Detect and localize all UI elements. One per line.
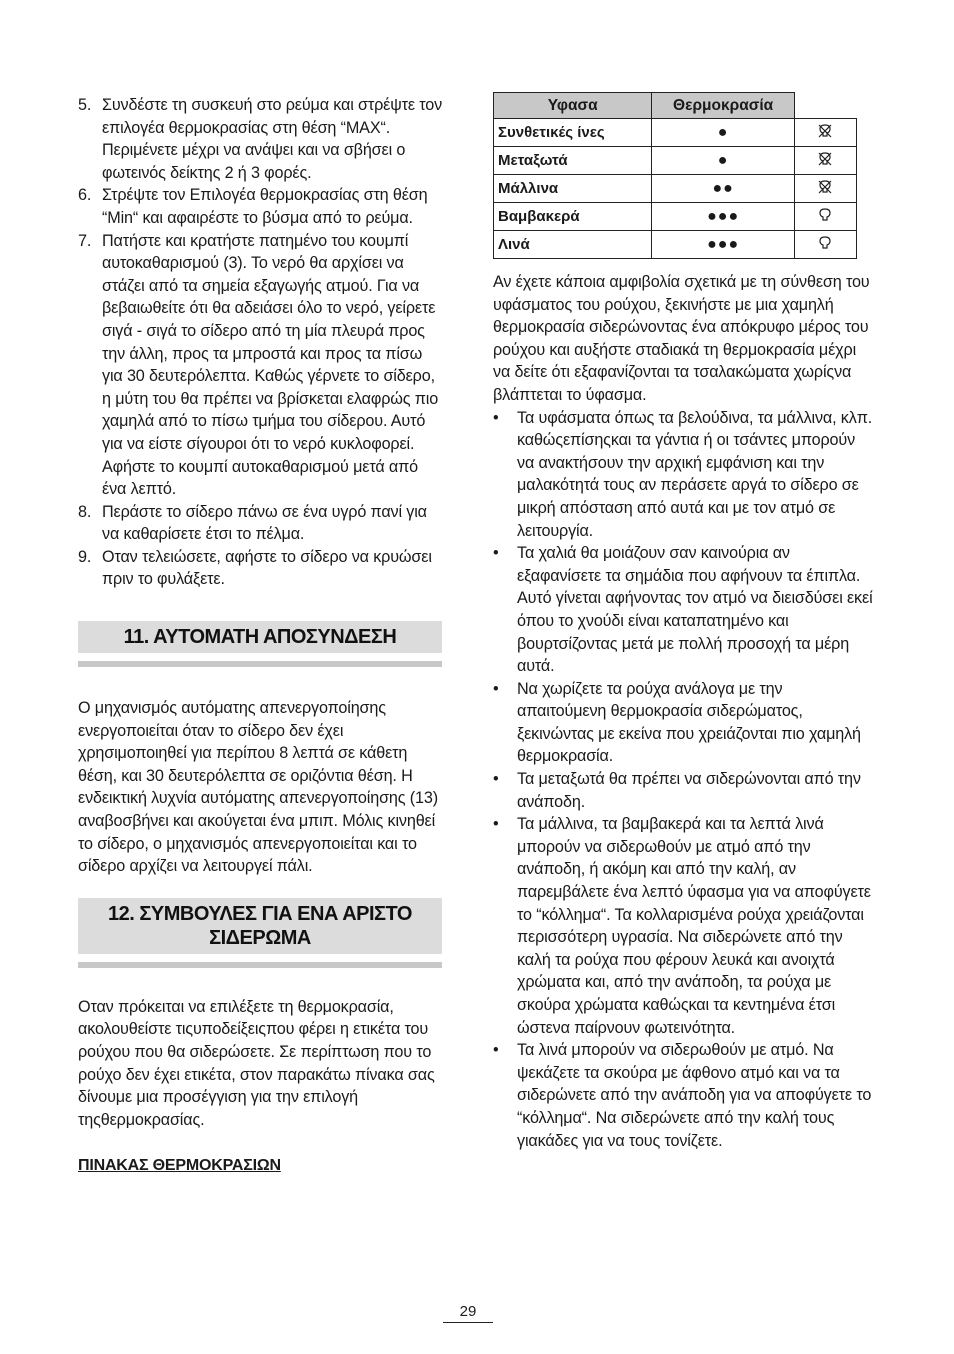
temperature-dots: ●●● bbox=[652, 231, 794, 259]
steam-icon bbox=[816, 206, 834, 224]
step-text: Συνδέστε τη συσκευή στο ρεύμα και στρέψτε τον επιλογέα θερμοκρασίας στη θέση “MAX“. Περιμένετε μέχρι να ανάψει και να σβήσει ο φωτεινός δείκτης 2 ή 3 φορές. bbox=[102, 96, 443, 182]
temperature-dots: ●●● bbox=[652, 203, 794, 231]
step-number: 7. bbox=[78, 231, 92, 250]
section-12-title-line1: 12. ΣΥΜΒΟΥΛΕΣ ΓΙΑ ΕΝΑ ΑΡΙΣΤΟ bbox=[108, 902, 412, 925]
list-item bbox=[493, 813, 873, 1039]
temperature-table bbox=[493, 92, 857, 259]
step-text: Στρέψτε τον Επιλογέα θερμοκρασίας στη θέση “Min“ και αφαιρέστε το βύσμα από το ρεύμα. bbox=[102, 186, 428, 227]
table-row bbox=[494, 175, 857, 203]
temperature-dots: ● bbox=[652, 147, 794, 175]
bullet: • bbox=[493, 1041, 499, 1060]
header-blank bbox=[794, 93, 856, 119]
left-column bbox=[78, 94, 444, 1175]
list-item bbox=[493, 678, 873, 768]
step-number: 8. bbox=[78, 502, 92, 521]
list-item bbox=[78, 94, 444, 184]
bullet-text: Τα μεταξωτά θα πρέπει να σιδερώνονται από την ανάποδη. bbox=[517, 770, 861, 811]
cleaning-steps-list bbox=[78, 94, 444, 591]
step-text: Περάστε το σίδερο πάνω σε ένα υγρό πανί για να καθαρίσετε έτσι το πέλμα. bbox=[102, 502, 427, 544]
bullet: • bbox=[493, 770, 499, 789]
list-item bbox=[78, 546, 444, 591]
intro-paragraph: Αν έχετε κάποια αμφιβολία σχετικά με τη σύνθεση του υφάσματος του ρούχου, ξεκινήστε με μια χαμηλή θερμοκρασία σιδερώνοντας ένα απόκρυφο μέρος του ρούχου και αυξήστε σταδιακά τη θερμοκρασία μέχρι να δείτε ότι εξαφανίζονται τα τσαλακώματα χωρίςνα βλάπτεται το ύφασμα. bbox=[493, 273, 870, 404]
table-row bbox=[494, 119, 857, 147]
no-steam-icon bbox=[816, 150, 834, 168]
no-steam-icon bbox=[816, 122, 834, 140]
right-column bbox=[493, 92, 873, 1152]
bullet: • bbox=[493, 544, 499, 563]
step-number: 5. bbox=[78, 96, 92, 114]
list-item bbox=[493, 407, 873, 543]
bullet: • bbox=[493, 408, 499, 427]
fabric-cell: Λινά bbox=[494, 231, 652, 259]
bullet-text: Τα υφάσματα όπως τα βελούδινα, τα μάλλινα, κλπ. καθώςεπίσηςκαι τα γάντια ή οι τσάντες μπορούν να ανακτήσουν την αρχική εμφάνιση και την μαλακότητά τους αν περάσετε αργά το σίδερο σε μικρή απόσταση από αυτά και με τον ατμό σε λειτουργία. bbox=[517, 408, 873, 540]
table-row bbox=[494, 203, 857, 231]
list-item bbox=[78, 230, 444, 501]
section-12-heading bbox=[78, 898, 442, 954]
bullet-text: Τα λινά μπορούν να σιδερωθούν με ατμό. Να ψεκάζετε τα σκούρα με άφθονο ατμό και να τα σιδερώνετε από την ανάποδη για να αποφύγετε το “κόλλημα“. Να σιδερώνετε από την καλή τους γιακάδες για να τους τονίζετε. bbox=[517, 1041, 872, 1150]
header-fabric: Υφασα bbox=[494, 93, 652, 119]
section-12-title-line2: ΣΙΔΕΡΩΜΑ bbox=[209, 926, 311, 949]
step-number: 9. bbox=[78, 547, 92, 566]
list-item bbox=[78, 184, 444, 229]
list-item bbox=[493, 542, 873, 678]
header-temperature: Θερμοκρασία bbox=[652, 93, 794, 119]
fabric-cell: Συνθετικές ίνες bbox=[494, 119, 652, 147]
section-12-body: Οταν πρόκειται να επιλέξετε τη θερμοκρασία, ακολουθείστε τιςυποδείξειςπου φέρει η ετικέτα του ρούχου που θα σιδερώσετε. Σε περίπτωση που το ρούχο δεν έχει ετικέτα, στον παρακάτω πίνακα σας δίνουμε μια προσέγγιση για την επιλογή τηςθερμοκρασίας. bbox=[78, 997, 435, 1129]
list-item bbox=[493, 768, 873, 813]
fabric-cell: Μάλλινα bbox=[494, 175, 652, 203]
section-11-title: 11. ΑΥΤΟΜΑΤΗ ΑΠΟΣΥΝΔΕΣΗ bbox=[123, 626, 397, 649]
fabric-cell: Βαμβακερά bbox=[494, 203, 652, 231]
bullet-text: Να χωρίζετε τα ρούχα ανάλογα με την απαιτούμενη θερμοκρασία σιδερώματος, ξεκινώντας με εκείνα που χρειάζονται πιο χαμηλή θερμοκρασία. bbox=[517, 679, 861, 766]
section-11-body: Ο μηχανισμός αυτόματης απενεργοποίησης ενεργοποιείται όταν το σίδερο δεν έχει χρησιμοποιηθεί για περίπου 8 λεπτά σε κάθετη θέση, και 30 δευτερόλεπτα σε οριζόντια θέση. Η ενδεικτική λυχνία αυτόματης απενεργοποίησης (13) αναβοσβήνει και ακούγεται ένα μπιπ. Μόλις κινηθεί το σίδερο, ο μηχανισμός απενεργοποιείται και το σίδερο αρχίζει να λειτουργεί πάλι. bbox=[78, 699, 438, 876]
step-text: Οταν τελειώσετε, αφήστε το σίδερο να κρυώσει πριν το φυλάξετε. bbox=[102, 547, 432, 589]
bullet-text: Τα μάλλινα, τα βαμβακερά και τα λεπτά λινά μπορούν να σιδερωθούν με ατμό από την ανάποδη, ή ακόμη και από την καλή, αν παρεμβάλετε ένα λεπτό ύφασμα για να αποφύγετε το “κόλλημα“. Τα κολλαρισμένα ρούχα χρειάζονται περισσότερη υγρασία. Να σιδερώνετε από την καλή τα ρούχα που φέρουν λευκά και ανοιχτά χρώματα και, από την ανάποδη, τα ρούχα με σκούρα χρώματα καθώςκαι τα κεντημένα έτσι ώστενα παίρνουν φωτεινότητα. bbox=[517, 815, 871, 1037]
steam-icon bbox=[816, 234, 834, 252]
section-11-heading bbox=[78, 621, 442, 653]
page-number: 29 bbox=[443, 1303, 493, 1323]
bullet: • bbox=[493, 815, 499, 834]
list-item bbox=[493, 1039, 873, 1152]
table-row bbox=[494, 147, 857, 175]
temperature-dots: ● bbox=[652, 119, 794, 147]
bullet: • bbox=[493, 679, 499, 698]
fabric-cell: Μεταξωτά bbox=[494, 147, 652, 175]
table-row bbox=[494, 231, 857, 259]
temperature-table-title: ΠΙΝΑΚΑΣ ΘΕΡΜΟΚΡΑΣΙΩΝ bbox=[78, 1157, 281, 1175]
table-header-row bbox=[494, 93, 857, 119]
step-number: 6. bbox=[78, 186, 92, 205]
bullet-text: Τα χαλιά θα μοιάζουν σαν καινούρια αν εξαφανίσετε τα σημάδια που αφήνουν τα έπιπλα. Αυτό γίνεται αφήνοντας τον ατμό να διεισδύσει εκεί όπου το χνούδι είναι καταπατημένο και βουρτσίζοντας μετά με πολλή προσοχή τα μέρη αυτά. bbox=[517, 544, 873, 676]
step-text: Πατήστε και κρατήστε πατημένο του κουμπί αυτοκαθαρισμού (3). Το νερό θα αρχίσει να στάζει από τα σημεία εξαγωγής ατμού. Για να βεβαιωθείτε ότι θα αδειάσει όλο το νερό, γείρετε σιγά - σιγά το σίδερο από τη μία πλευρά προς την άλλη, προς τα μπροστά και προς τα πίσω για 30 δευτερόλεπτα. Καθώς γέρνετε το σίδερο, η μύτη του θα πρέπει να βρίσκεται ελαφρώς πιο χαμηλά από το πίσω τμήμα του σίδερου. Αυτό για να είστε σίγουροι ότι το νερό κυκλοφορεί. Αφήστε το κουμπί αυτοκαθαρισμού μετά από ένα λεπτό. bbox=[102, 231, 439, 499]
list-item bbox=[78, 501, 444, 546]
no-steam-icon bbox=[816, 178, 834, 196]
tips-list bbox=[493, 407, 873, 1153]
temperature-dots: ●● bbox=[652, 175, 794, 203]
